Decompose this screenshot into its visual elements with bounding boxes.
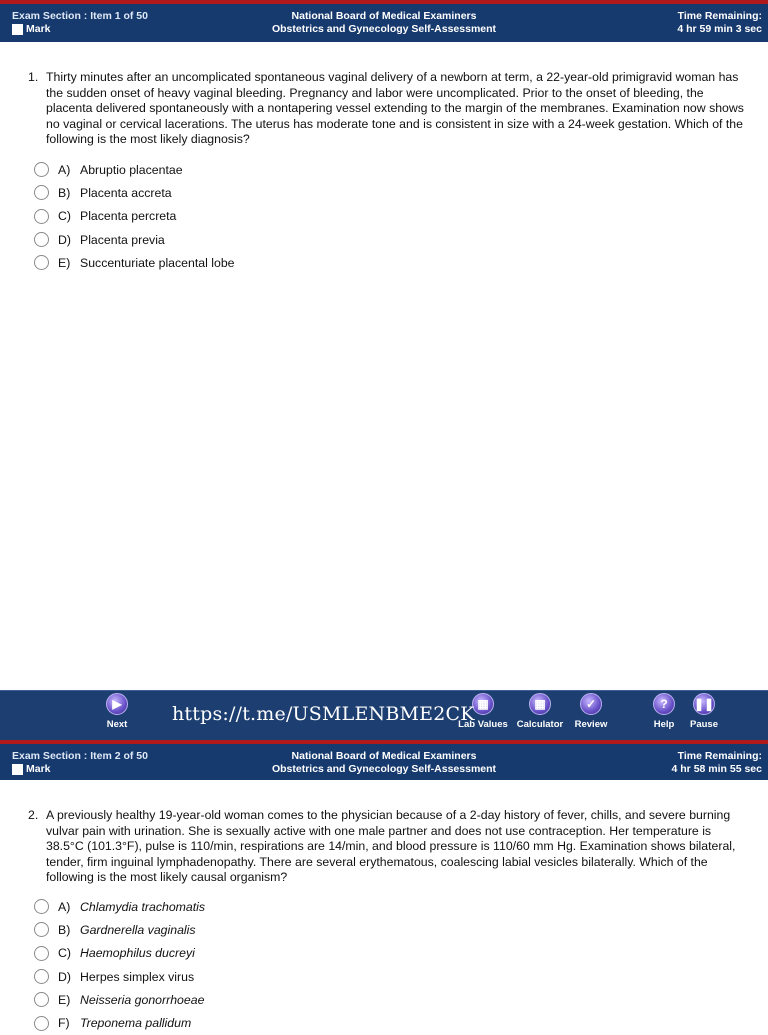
answer-option[interactable]: D) Placenta previa <box>34 228 235 251</box>
option-text: Haemophilus ducreyi <box>80 946 195 961</box>
exam-header <box>0 0 768 42</box>
radio-button[interactable] <box>34 209 49 224</box>
item-counter: Exam Section : Item 2 of 50 <box>12 750 148 762</box>
calculator-icon[interactable]: ▦ <box>529 693 551 715</box>
radio-button[interactable] <box>34 162 49 177</box>
question-stem: Thirty minutes after an uncomplicated spontaneous vaginal delivery of a newborn at term, a 22-year-old primigravid woman has the sudden onset of heavy vaginal bleeding. Pregnancy and labor were uncomplicated. Prior to the onset of bleeding, the placenta delivered spontaneously with a nontapering vessel extending to the margin of the membranes. Examination now shows no vaginal or cervical lacerations. The uterus has moderate tone and is consistent in size with a 24-week gestation. Which of the following is the most likely diagnosis? <box>46 70 744 147</box>
question-number: 1. <box>28 70 39 84</box>
option-text: Treponema pallidum <box>80 1016 192 1031</box>
org-name: National Board of Medical Examiners <box>291 10 477 22</box>
answer-options-2 <box>34 895 205 1035</box>
lab-values-icon[interactable]: ▦ <box>472 693 494 715</box>
calculator-button[interactable] <box>514 693 566 730</box>
question-2 <box>28 808 748 886</box>
radio-button[interactable] <box>34 992 49 1007</box>
answer-option[interactable]: A) Chlamydia trachomatis <box>34 895 205 918</box>
exam-name: Obstetrics and Gynecology Self-Assessment <box>271 763 497 775</box>
pause-label: Pause <box>690 719 718 730</box>
exam-header <box>0 740 768 780</box>
question-1 <box>28 70 748 148</box>
time-label: Time Remaining: <box>677 750 762 762</box>
exam-name: Obstetrics and Gynecology Self-Assessment <box>271 23 497 35</box>
calculator-label: Calculator <box>516 719 564 730</box>
review-button[interactable] <box>571 693 611 730</box>
org-name: National Board of Medical Examiners <box>291 750 477 762</box>
option-text: Gardnerella vaginalis <box>80 922 196 937</box>
mark-label: Mark <box>26 23 51 35</box>
answer-options-1 <box>34 158 235 274</box>
answer-option[interactable]: F) Treponema pallidum <box>34 1011 205 1034</box>
checkmark-icon[interactable]: ✓ <box>580 693 602 715</box>
question-number: 2. <box>28 808 39 822</box>
option-text: Placenta previa <box>80 232 165 247</box>
answer-option[interactable]: C) Haemophilus ducreyi <box>34 942 205 965</box>
radio-button[interactable] <box>34 899 49 914</box>
option-text: Abruptio placentae <box>80 162 183 177</box>
answer-option[interactable]: C) Placenta percreta <box>34 205 235 228</box>
next-label: Next <box>106 719 128 730</box>
radio-button[interactable] <box>34 1016 49 1031</box>
pause-icon[interactable]: ❚❚ <box>693 693 715 715</box>
option-text: Succenturiate placental lobe <box>80 255 235 270</box>
item-counter: Exam Section : Item 1 of 50 <box>12 10 148 22</box>
option-text: Placenta percreta <box>80 209 177 224</box>
timer <box>672 750 762 776</box>
help-button[interactable] <box>650 693 678 730</box>
header-title <box>0 750 768 776</box>
time-value: 4 hr 58 min 55 sec <box>671 763 762 775</box>
time-value: 4 hr 59 min 3 sec <box>677 23 762 35</box>
radio-button[interactable] <box>34 969 49 984</box>
review-label: Review <box>574 719 608 730</box>
header-title <box>0 10 768 36</box>
option-text: Herpes simplex virus <box>80 969 195 984</box>
next-button[interactable] <box>100 693 134 730</box>
help-icon[interactable]: ? <box>653 693 675 715</box>
option-text: Placenta accreta <box>80 185 172 200</box>
watermark-link: https://t.me/USMLENBME2CK <box>172 703 475 725</box>
radio-button[interactable] <box>34 185 49 200</box>
radio-button[interactable] <box>34 255 49 270</box>
option-text: Neisseria gonorrhoeae <box>80 992 205 1007</box>
next-icon[interactable]: ▶ <box>106 693 128 715</box>
answer-option[interactable]: D) Herpes simplex virus <box>34 965 205 988</box>
option-text: Chlamydia trachomatis <box>80 899 206 914</box>
radio-button[interactable] <box>34 946 49 961</box>
answer-option[interactable]: A) Abruptio placentae <box>34 158 235 181</box>
radio-button[interactable] <box>34 232 49 247</box>
mark-label: Mark <box>26 763 51 775</box>
timer <box>677 10 762 36</box>
question-stem: A previously healthy 19-year-old woman comes to the physician because of a 2-day history of fever, chills, and severe burning vulvar pain with urination. She is sexually active with one male partner and does not use contraception. Her temperature is 38.5°C (101.3°F), pulse is 110/min, respirations are 14/min, and blood pressure is 110/60 mm Hg. Examination shows bilateral, tender, firm inguinal lymphadenopathy. There are several erythematous, coalescing labial vesicles bilaterally. Which of the following is the most likely causal organism? <box>46 808 736 885</box>
radio-button[interactable] <box>34 922 49 937</box>
time-label: Time Remaining: <box>677 10 762 22</box>
answer-option[interactable]: E) Succenturiate placental lobe <box>34 251 235 274</box>
pause-button[interactable] <box>687 693 721 730</box>
answer-option[interactable]: B) Gardnerella vaginalis <box>34 918 205 941</box>
help-label: Help <box>653 719 675 730</box>
answer-option[interactable]: E) Neisseria gonorrhoeae <box>34 988 205 1011</box>
answer-option[interactable]: B) Placenta accreta <box>34 181 235 204</box>
lab-values-label: Lab Values <box>458 719 508 730</box>
